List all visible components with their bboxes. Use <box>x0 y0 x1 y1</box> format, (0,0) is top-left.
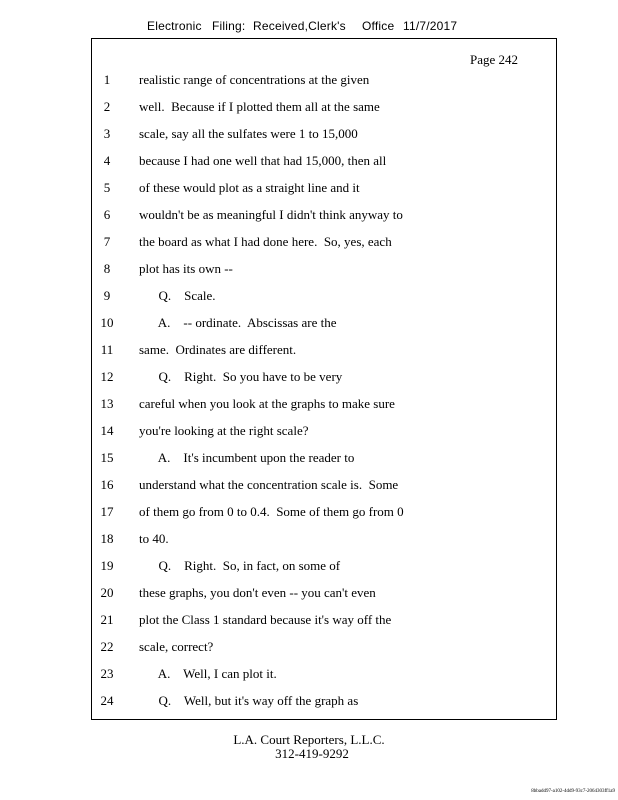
transcript-line <box>0 585 618 603</box>
line-number: 2 <box>103 99 111 114</box>
stamp-received: Received,Clerk's <box>253 19 346 33</box>
line-text: of them go from 0 to 0.4. Some of them go from 0 <box>139 504 404 519</box>
line-number: 9 <box>103 288 111 303</box>
line-number: 22 <box>100 639 114 654</box>
line-number: 1 <box>103 72 111 87</box>
transcript-line <box>0 639 618 657</box>
line-text: plot has its own -- <box>139 261 233 276</box>
line-number: 16 <box>100 477 114 492</box>
line-number: 11 <box>100 342 114 357</box>
stamp-date: 11/7/2017 <box>403 19 458 33</box>
line-text: scale, say all the sulfates were 1 to 15,000 <box>139 126 358 141</box>
line-number: 13 <box>100 396 114 411</box>
line-text: same. Ordinates are different. <box>139 342 297 357</box>
transcript-line <box>0 153 618 171</box>
line-number: 5 <box>103 180 111 195</box>
transcript-line <box>0 423 618 441</box>
transcript-line <box>0 180 618 198</box>
line-text: well. Because if I plotted them all at the same <box>139 99 380 114</box>
transcript-line <box>0 504 618 522</box>
line-text: scale, correct? <box>139 639 214 654</box>
line-text: A. Well, I can plot it. <box>139 666 277 681</box>
transcript-line <box>0 531 618 549</box>
line-number: 8 <box>103 261 111 276</box>
transcript-line <box>0 450 618 468</box>
transcript-line <box>0 369 618 387</box>
footer-phone: 312-419-9292 <box>275 746 349 761</box>
transcript-line <box>0 477 618 495</box>
line-number: 18 <box>100 531 114 546</box>
line-text: these graphs, you don't even -- you can't even <box>139 585 376 600</box>
line-text: because I had one well that had 15,000, then all <box>139 153 387 168</box>
line-number: 19 <box>100 558 114 573</box>
transcript-line <box>0 72 618 90</box>
line-number: 7 <box>103 234 111 249</box>
line-text: A. -- ordinate. Abscissas are the <box>139 315 337 330</box>
line-text: Q. Well, but it's way off the graph as <box>139 693 359 708</box>
line-text: wouldn't be as meaningful I didn't think anyway to <box>139 207 403 222</box>
stamp-office: Office <box>362 19 395 33</box>
transcript-line <box>0 99 618 117</box>
transcript-line <box>0 234 618 252</box>
line-number: 20 <box>100 585 114 600</box>
line-number: 12 <box>100 369 114 384</box>
transcript-line <box>0 126 618 144</box>
line-number: 17 <box>100 504 114 519</box>
transcript-line <box>0 396 618 414</box>
line-number: 4 <box>103 153 111 168</box>
line-text: A. It's incumbent upon the reader to <box>139 450 355 465</box>
line-text: Q. Right. So you have to be very <box>139 369 343 384</box>
line-text: the board as what I had done here. So, yes, each <box>139 234 392 249</box>
line-text: Q. Scale. <box>139 288 216 303</box>
transcript-line <box>0 207 618 225</box>
transcript-line <box>0 666 618 684</box>
line-text: you're looking at the right scale? <box>139 423 309 438</box>
line-number: 10 <box>100 315 114 330</box>
line-number: 24 <box>100 693 114 708</box>
line-text: careful when you look at the graphs to make sure <box>139 396 395 411</box>
footer-company: L.A. Court Reporters, L.L.C. <box>233 732 385 747</box>
line-text: of these would plot as a straight line and it <box>139 180 360 195</box>
transcript-line <box>0 693 618 711</box>
transcript-line <box>0 342 618 360</box>
transcript-line <box>0 558 618 576</box>
line-text: understand what the concentration scale is. Some <box>139 477 399 492</box>
footer <box>0 733 618 761</box>
line-number: 21 <box>100 612 114 627</box>
line-number: 23 <box>100 666 114 681</box>
document-id: 8bbadd97-a102-4dd9-93c7-2064303ff1a9 <box>531 789 615 794</box>
stamp-electronic: Electronic <box>147 19 202 33</box>
line-number: 6 <box>103 207 111 222</box>
line-text: to 40. <box>139 531 169 546</box>
stamp-filing: Filing: <box>212 19 246 33</box>
transcript-line <box>0 315 618 333</box>
line-text: plot the Class 1 standard because it's way off the <box>139 612 392 627</box>
line-number: 3 <box>103 126 111 141</box>
transcript-line <box>0 612 618 630</box>
transcript-line <box>0 261 618 279</box>
filing-stamp <box>0 19 618 35</box>
line-text: Q. Right. So, in fact, on some of <box>139 558 341 573</box>
line-number: 15 <box>100 450 114 465</box>
transcript-line <box>0 288 618 306</box>
line-number: 14 <box>100 423 114 438</box>
line-text: realistic range of concentrations at the given <box>139 72 370 87</box>
page-number: Page 242 <box>470 52 519 67</box>
